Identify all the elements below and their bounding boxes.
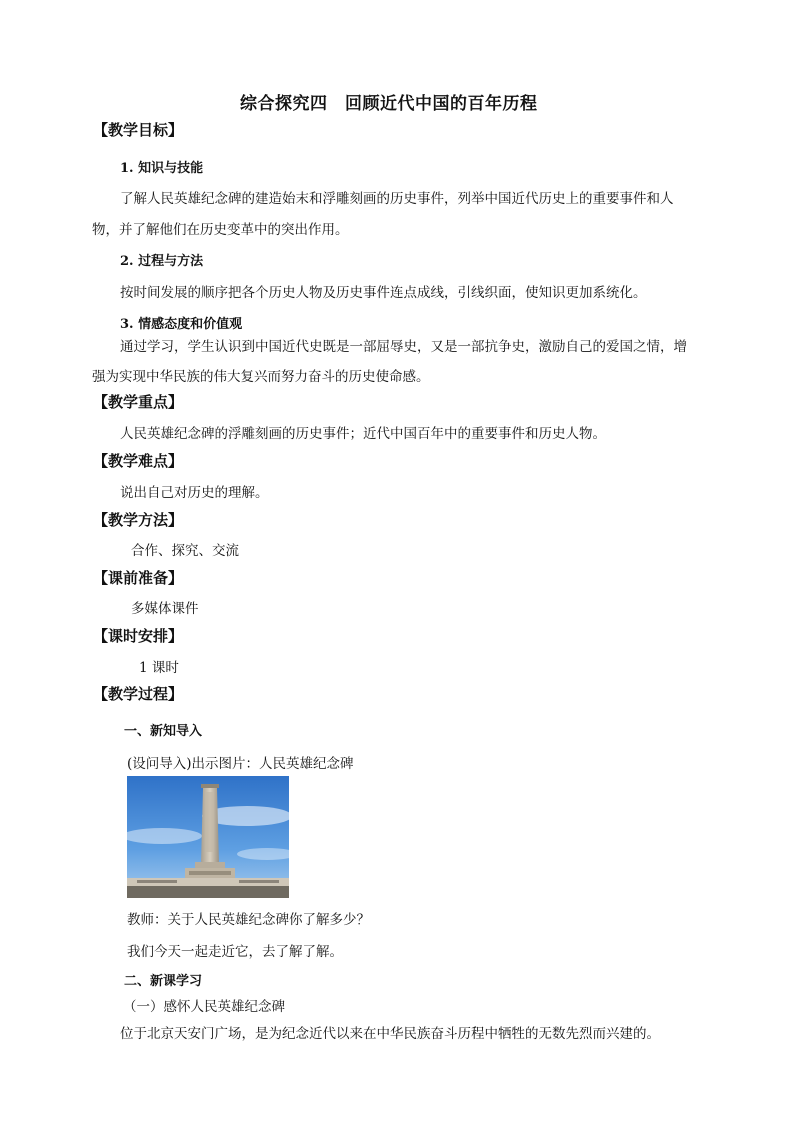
process-part2-subheading: （一）感怀人民英雄纪念碑 bbox=[123, 999, 285, 1015]
heading-schedule: 【课时安排】 bbox=[93, 627, 184, 645]
process-part2-text: 位于北京天安门广场，是为纪念近代以来在中华民族奋斗历程中牺牲的无数先烈而兴建的。 bbox=[120, 1026, 660, 1042]
schedule-text: 1 课时 bbox=[139, 660, 179, 676]
teacher-question: 教师：关于人民英雄纪念碑你了解多少？ bbox=[127, 912, 370, 928]
process-part1-heading: 一、新知导入 bbox=[124, 724, 203, 739]
key-text: 人民英雄纪念碑的浮雕刻画的历史事件；近代中国百年中的重要事件和历史人物。 bbox=[120, 426, 606, 442]
goal1-heading: 1. 知识与技能 bbox=[120, 161, 204, 176]
heading-process: 【教学过程】 bbox=[93, 685, 184, 703]
teacher-followup: 我们今天一起走近它，去了解了解。 bbox=[127, 944, 343, 960]
goal1-text-2: 物，并了解他们在历史变革中的突出作用。 bbox=[92, 222, 349, 238]
goal2-heading: 2. 过程与方法 bbox=[120, 254, 204, 269]
prep-text: 多媒体课件 bbox=[131, 601, 199, 617]
goal3-text-1: 通过学习，学生认识到中国近代史既是一部屈辱史，又是一部抗争史，激励自己的爱国之情，增 bbox=[120, 339, 687, 355]
heading-goals: 【教学目标】 bbox=[93, 121, 184, 139]
heading-difficult: 【教学难点】 bbox=[93, 452, 184, 470]
difficult-text: 说出自己对历史的理解。 bbox=[120, 485, 269, 501]
goal3-text-2: 强为实现中华民族的伟大复兴而努力奋斗的历史使命感。 bbox=[92, 369, 430, 385]
heading-prep: 【课前准备】 bbox=[93, 569, 184, 587]
process-part1-text: (设问导入)出示图片：人民英雄纪念碑 bbox=[127, 756, 354, 772]
heading-key: 【教学重点】 bbox=[93, 393, 184, 411]
heading-method: 【教学方法】 bbox=[93, 511, 184, 529]
monument-photo bbox=[127, 776, 289, 898]
goal3-heading: 3. 情感态度和价值观 bbox=[120, 317, 243, 332]
process-part2-heading: 二、新课学习 bbox=[124, 974, 203, 989]
method-text: 合作、探究、交流 bbox=[131, 543, 239, 559]
page-title: 综合探究四 回顾近代中国的百年历程 bbox=[240, 94, 538, 114]
goal1-text-1: 了解人民英雄纪念碑的建造始末和浮雕刻画的历史事件，列举中国近代历史上的重要事件和人 bbox=[120, 191, 674, 207]
goal2-text-1: 按时间发展的顺序把各个历史人物及历史事件连点成线，引线织面，使知识更加系统化。 bbox=[120, 285, 647, 301]
